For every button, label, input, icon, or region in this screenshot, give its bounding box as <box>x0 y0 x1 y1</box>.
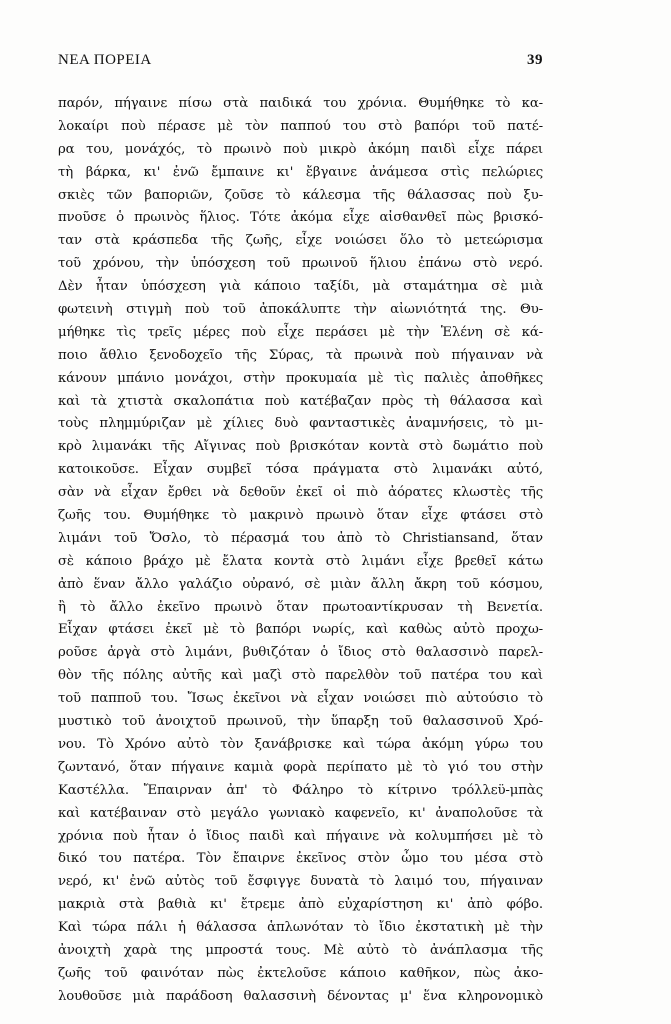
text-line: δικό του πατέρα. Τὸν ἔπαιρνε ἐκεῖνος στὸν ὦμο του μέσα στὸ <box>58 851 543 867</box>
text-line: πνοῦσε ὁ πρωινὸς ἥλιος. Τότε ἀκόμα εἶχε αἰσθανθεῖ πὼς βρισκό- <box>58 210 543 226</box>
text-line: καὶ κατέβαιναν στὸ μεγάλο γωνιακὸ καφενεῖο, κι' ἀναπολοῦσε τὰ <box>58 805 543 821</box>
text-line: μυστικὸ τοῦ ἀνοιχτοῦ πρωινοῦ, τὴν ὕπαρξη τοῦ θαλασσινοῦ Χρό- <box>58 714 543 730</box>
text-line: λιμάνι τοῦ Ὄσλο, τὸ πέρασμά του ἀπὸ τὸ Christiansand, ὅταν <box>58 530 543 546</box>
running-head <box>58 52 543 72</box>
text-line: Καὶ τώρα πάλι ἡ θάλασσα ἁπλωνόταν τὸ ἴδιο ἐκστατικὴ μὲ τὴν <box>58 920 543 936</box>
text-line: μακριὰ στὰ βαθιὰ κι' ἔτρεμε ἀπὸ εὐχαρίστηση κι' ἀπὸ φόβο. <box>58 897 543 913</box>
text-line: σκιὲς τῶν βαποριῶν, ζοῦσε τὸ κάλεσμα τῆς θάλασσας ποὺ ξυ- <box>58 187 543 203</box>
text-line: τὴ βάρκα, κι' ἐνῶ ἔμπαινε κι' ἔβγαινε ἀνάμεσα στὶς πελώριες <box>58 164 543 180</box>
text-line: θὸν τῆς πόλης αὐτῆς καὶ μαζὶ στὸ παρελθὸν τοῦ πατέρα του καὶ <box>58 668 543 684</box>
text-line: νου. Τὸ Χρόνο αὐτὸ τὸν ξανάβρισκε καὶ τώρα ἀκόμη γύρω του <box>58 736 543 752</box>
text-line: Δὲν ἦταν ὑπόσχεση γιὰ κάποιο ταξίδι, μὰ σταμάτημα σὲ μιὰ <box>58 279 543 295</box>
text-line: ἀνοιχτὴ χαρὰ της μπροστά τους. Μὲ αὐτὸ τὸ ἀνάπλασμα τῆς <box>58 942 543 958</box>
text-line: ροῦσε ἀργὰ στὸ λιμάνι, βυθιζόταν ὁ ἴδιος στὸ θαλασσινὸ παρελ- <box>58 645 543 661</box>
text-line: καὶ τὰ χτιστὰ σκαλοπάτια ποὺ κατέβαζαν πρὸς τὴ θάλασσα καὶ <box>58 393 543 409</box>
text-line: ζωῆς του. Θυμήθηκε τὸ μακρινὸ πρωινὸ ὅταν εἶχε φτάσει στὸ <box>58 508 543 524</box>
text-line: νερό, κι' ἐνῶ αὐτὸς τοῦ ἔσφιγγε δυνατὰ τὸ λαιμό του, πήγαιναν <box>58 874 543 890</box>
text-line: σὰν νὰ εἶχαν ἔρθει νὰ δεθοῦν ἐκεῖ οἱ πιὸ ἀόρατες κλωστὲς τῆς <box>58 485 543 501</box>
text-line: λουθοῦσε μιὰ παράδοση θαλασσινὴ δένοντας μ' ἕνα κληρονομικὸ <box>58 988 543 1004</box>
text-line: ζωντανό, ὅταν πήγαινε καμιὰ φορὰ περίπατο μὲ τὸ γιό του στὴν <box>58 759 543 775</box>
text-line: μήθηκε τὶς τρεῖς μέρες ποὺ εἶχε περάσει μὲ τὴν Ἑλένη σὲ κά- <box>58 324 543 340</box>
journal-name: ΝΕΑ ΠΟΡΕΙΑ <box>58 52 152 68</box>
text-line: Καστέλλα. Ἔπαιρναν ἀπ' τὸ Φάληρο τὸ κίτρινο τρόλλεϋ-μπὰς <box>58 782 543 798</box>
text-line: τοῦ παπποῦ του. Ἴσως ἐκεῖνοι νὰ εἶχαν νοιώσει πιὸ αὐτούσιο τὸ <box>58 691 543 707</box>
text-line: λοκαίρι ποὺ πέρασε μὲ τὸν παππού του στὸ βαπόρι τοῦ πατέ- <box>58 118 543 134</box>
text-line: Εἶχαν φτάσει ἐκεῖ μὲ τὸ βαπόρι νωρίς, καὶ καθὼς αὐτὸ προχω- <box>58 622 543 638</box>
text-line: κατοικοῦσε. Εἶχαν συμβεῖ τόσα πράγματα στὸ λιμανάκι αὐτό, <box>58 462 543 478</box>
text-line: κάνουν μπάνιο μονάχοι, στὴν προκυμαία μὲ τὶς παλιὲς ἀποθῆκες <box>58 370 543 386</box>
text-line: ἢ τὸ ἄλλο ἐκεῖνο πρωινὸ ὅταν πρωτοαντίκρυσαν τὴ Βενετία. <box>58 599 543 615</box>
text-line: φωτεινὴ στιγμὴ ποὺ τοῦ ἀποκάλυπτε τὴν αἰωνιότητά της. Θυ- <box>58 302 543 318</box>
text-line: κρὸ λιμανάκι τῆς Αἴγινας ποὺ βρισκόταν κοντὰ στὸ δωμάτιο ποὺ <box>58 439 543 455</box>
text-line: τοὺς πλημμύριζαν μὲ χίλιες δυὸ φανταστικὲς ἀναμνήσεις, τὸ μι- <box>58 416 543 432</box>
text-line: ταν στὰ κράσπεδα τῆς ζωῆς, εἶχε νοιώσει ὅλο τὸ μετεώρισμα <box>58 233 543 249</box>
page-number: 39 <box>527 52 543 68</box>
text-line: σὲ κάποιο βράχο μὲ ἔλατα κοντὰ στὸ λιμάνι εἶχε βρεθεῖ κάτω <box>58 553 543 569</box>
text-line: ἀπὸ ἕναν ἄλλο γαλάζιο οὐρανό, σὲ μιὰν ἄλλη ἄκρη τοῦ κόσμου, <box>58 576 543 592</box>
text-line: παρόν, πήγαινε πίσω στὰ παιδικά του χρόνια. Θυμήθηκε τὸ κα- <box>58 96 543 111</box>
text-line: ζωῆς τοῦ φαινόταν πὼς ἐκτελοῦσε κάποιο καθῆκον, πὼς ἀκο- <box>58 965 543 981</box>
body-text <box>58 93 543 1009</box>
text-line: ποιο ἄθλιο ξενοδοχεῖο τῆς Σύρας, τὰ πρωινὰ ποὺ πήγαιναν νὰ <box>58 347 543 363</box>
text-line: χρόνια ποὺ ἦταν ὁ ἴδιος παιδὶ καὶ πήγαινε νὰ κολυμπήσει μὲ τὸ <box>58 828 543 844</box>
text-line: τοῦ χρόνου, τὴν ὑπόσχεση τοῦ πρωινοῦ ἥλιου ἐπάνω στὸ νερό. <box>58 256 543 272</box>
text-line: ρα του, μονάχός, τὸ πρωινὸ ποὺ μικρὸ ἀκόμη παιδὶ εἶχε πάρει <box>58 141 543 157</box>
